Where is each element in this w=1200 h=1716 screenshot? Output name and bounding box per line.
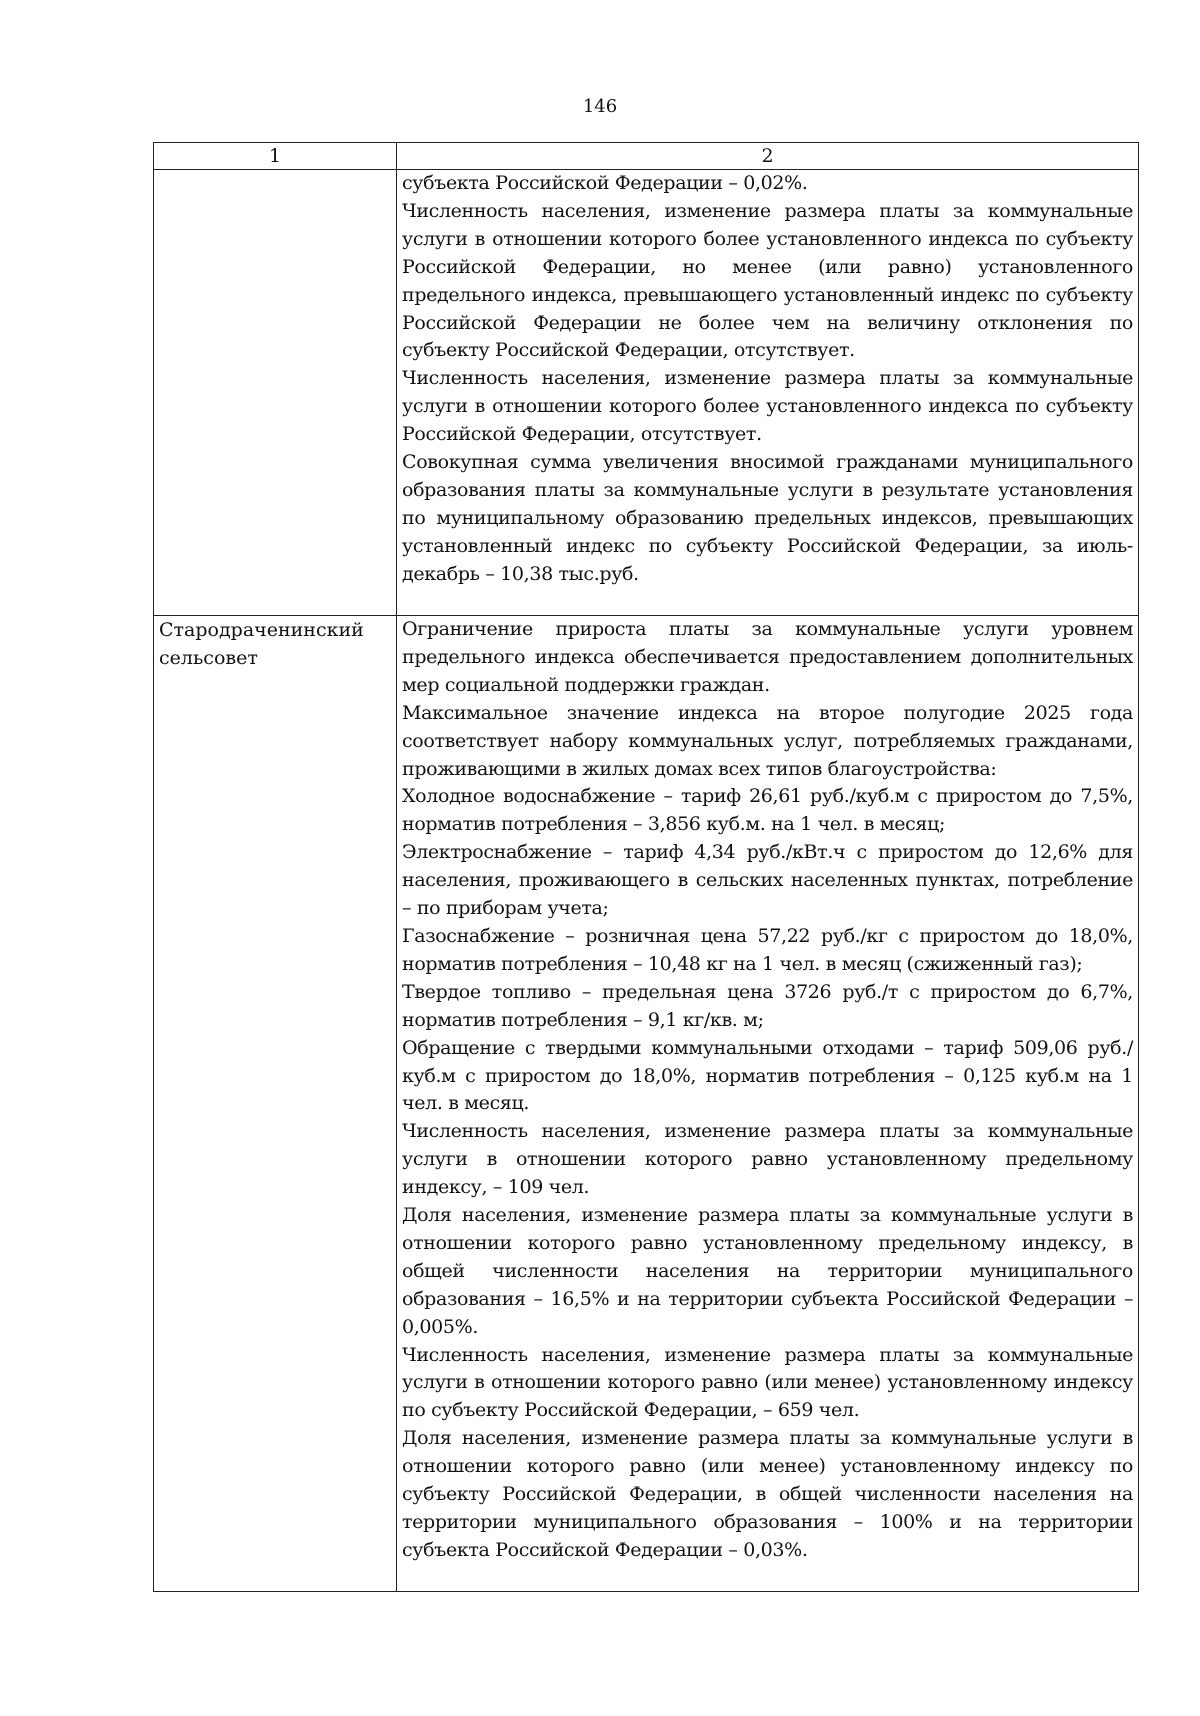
paragraph: Численность населения, изменение размера платы за коммунальные услуги в отношении которого равно (или менее) установленному индексу по субъекту Российской Федерации, – 659 чел. xyxy=(402,1343,1133,1422)
paragraph: Доля населения, изменение размера платы за коммунальные услуги в отношении которого равно (или менее) установленному индексу по субъекту Российской Федерации, в общей численности населения на территории муниципального образования – 100% и на территории субъекта Российской Федерации – 0,03%. xyxy=(402,1427,1133,1561)
table-row xyxy=(154,170,1139,616)
paragraph: Обращение с твердыми коммунальными отходами – тариф 509,06 руб./куб.м с приростом до 18,0%, норматив потребления – 0,125 куб.м на 1 чел. в месяц. xyxy=(402,1036,1133,1115)
paragraph: Твердое топливо – предельная цена 3726 руб./т с приростом до 6,7%, норматив потребления – 9,1 кг/кв. м; xyxy=(402,980,1133,1031)
paragraph: Максимальное значение индекса на второе полугодие 2025 года соответствует набору коммунальных услуг, потребляемых гражданами, проживающими в жилых домах всех типов благоустройства: xyxy=(402,701,1133,780)
description-cell xyxy=(397,616,1139,1592)
paragraph: Ограничение прироста платы за коммунальные услуги уровнем предельного индекса обеспечивается предоставлением дополнительных мер социальной поддержки граждан. xyxy=(402,618,1133,696)
paragraph: Совокупная сумма увеличения вносимой гражданами муниципального образования платы за коммунальные услуги в результате установления по муниципальному образованию предельных индексов, превышающих установленный индекс по субъекту Российской Федерации, за июль-декабрь – 10,38 тыс.руб. xyxy=(402,451,1133,585)
paragraph: Численность населения, изменение размера платы за коммунальные услуги в отношении которого более установленного индекса по субъекту Российской Федерации, отсутствует. xyxy=(402,367,1133,446)
paragraph: Холодное водоснабжение – тариф 26,61 руб./куб.м с приростом до 7,5%, норматив потребления – 3,856 куб.м. на 1 чел. в месяц; xyxy=(402,785,1133,836)
paragraph: Доля населения, изменение размера платы за коммунальные услуги в отношении которого равно установленному предельному индексу, в общей численности населения на территории муниципального образования – 16,5% и на территории субъекта Российской Федерации – 0,005%. xyxy=(402,1204,1133,1338)
municipal-index-table xyxy=(153,142,1139,1592)
paragraph: Численность населения, изменение размера платы за коммунальные услуги в отношении которого равно установленному предельному индексу, – 109 чел. xyxy=(402,1120,1133,1199)
municipality-name-cell xyxy=(154,170,397,616)
paragraph: субъекта Российской Федерации – 0,02%. xyxy=(402,172,808,194)
paragraph: Численность населения, изменение размера платы за коммунальные услуги в отношении которого более установленного индекса по субъекту Российской Федерации, но менее (или равно) установленного предельного индекса, превышающего установленный индекс по субъекту Российской Федерации не более чем на величину отклонения по субъекту Российской Федерации, отсутствует. xyxy=(402,199,1133,362)
paragraph: Газоснабжение – розничная цена 57,22 руб./кг с приростом до 18,0%, норматив потребления – 10,48 кг на 1 чел. в месяц (сжиженный газ); xyxy=(402,924,1133,975)
paragraph: Электроснабжение – тариф 4,34 руб./кВт.ч с приростом до 12,6% для населения, проживающего в сельских населенных пунктах, потребление – по приборам учета; xyxy=(402,841,1133,920)
table-header-row xyxy=(154,143,1139,170)
page-number: 146 xyxy=(582,96,618,117)
table-row xyxy=(154,616,1139,1592)
municipality-name-cell: Стародраченинский сельсовет xyxy=(154,616,397,1592)
description-cell xyxy=(397,170,1139,616)
column-header-1: 1 xyxy=(154,143,397,170)
column-header-2: 2 xyxy=(397,143,1139,170)
